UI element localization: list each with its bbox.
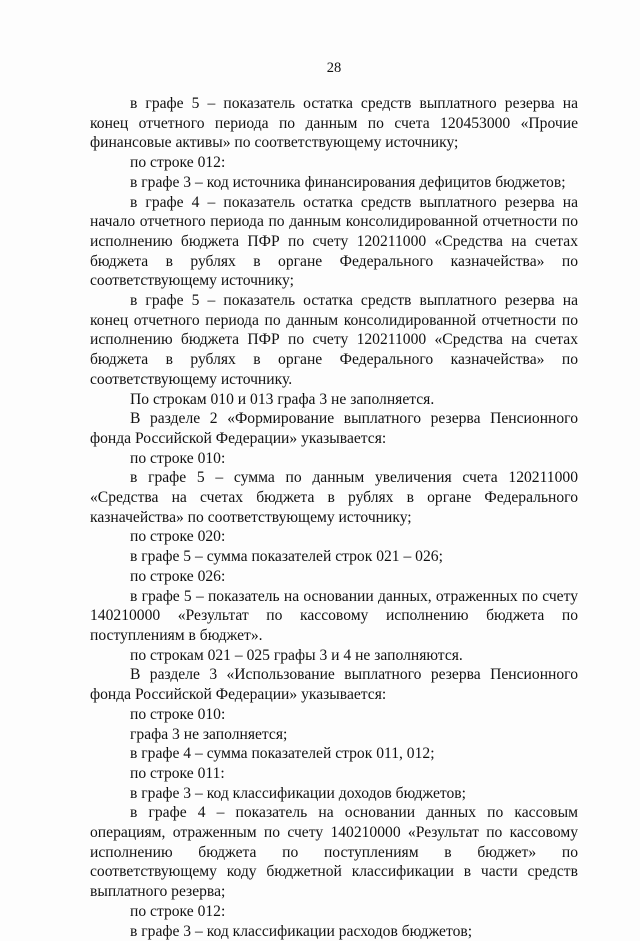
paragraph: в графе 3 – код классификации расходов бюджетов; — [130, 922, 473, 940]
paragraph: по строке 010: — [130, 449, 226, 467]
paragraph: В разделе 2 «Формирование выплатного резерва Пенсионного фонда Российской Федерации» указывается: — [90, 410, 578, 447]
paragraph: в графе 4 – показатель на основании данных по кассовым операциям, отраженным по счету 140210000 «Результат по кассовому исполнению бюджета по поступлениям в бюджет» по соответствующему коду бюджетной классификации в части средств выплатного резерва; — [90, 804, 578, 901]
page-number: 28 — [326, 60, 342, 76]
paragraph: в графе 5 – сумма показателей строк 021 – 026; — [130, 548, 443, 566]
paragraph: в графе 5 – показатель остатка средств выплатного резерва на конец отчетного периода по данным консолидированной отчетности по исполнению бюджета ПФР по счету 120211000 «Средства на счетах бюджета в рублях в органе Федерального казначейства» по соответствующему источнику. — [90, 292, 578, 388]
paragraph: в графе 4 – показатель остатка средств выплатного резерва на начало отчетного периода по данным консолидированной отчетности по исполнению бюджета ПФР по счету 120211000 «Средства на счетах бюджета в рублях в органе Федерального казначейства» по соответствующему источнику; — [90, 193, 578, 290]
paragraph: по строке 020: — [130, 528, 226, 546]
paragraph: по строке 026: — [130, 567, 226, 585]
paragraph: в графе 5 – сумма по данным увеличения счета 120211000 «Средства на счетах бюджета в рублях в органе Федерального казначейства» по соответствующему источнику; — [90, 469, 578, 526]
paragraph: в графе 5 – показатель остатка средств выплатного резерва на конец отчетного периода по данным по счета 120453000 «Прочие финансовые активы» по соответствующему источнику; — [90, 95, 578, 152]
paragraph: по строке 012: — [130, 154, 226, 172]
paragraph: в графе 4 – сумма показателей строк 011, 012; — [130, 745, 435, 763]
paragraph: по строке 011: — [130, 764, 225, 782]
paragraph: По строкам 010 и 013 графа 3 не заполняется. — [130, 390, 435, 408]
paragraph: В разделе 3 «Использование выплатного резерва Пенсионного фонда Российской Федерации» указывается: — [90, 666, 578, 704]
paragraph: по строке 012: — [130, 902, 226, 920]
paragraph: в графе 3 – код источника финансирования дефицитов бюджетов; — [130, 173, 566, 191]
paragraph: графа 3 не заполняется; — [130, 725, 288, 743]
body-text — [90, 94, 578, 941]
paragraph: в графе 5 – показатель на основании данных, отраженных по счету 140210000 «Результат по кассовому исполнению бюджета по поступлениям в бюджет». — [90, 587, 578, 644]
paragraph: по строкам 021 – 025 графы 3 и 4 не заполняются. — [130, 646, 463, 664]
paragraph: в графе 3 – код классификации доходов бюджетов; — [130, 784, 466, 802]
paragraph: по строке 010: — [130, 705, 226, 723]
